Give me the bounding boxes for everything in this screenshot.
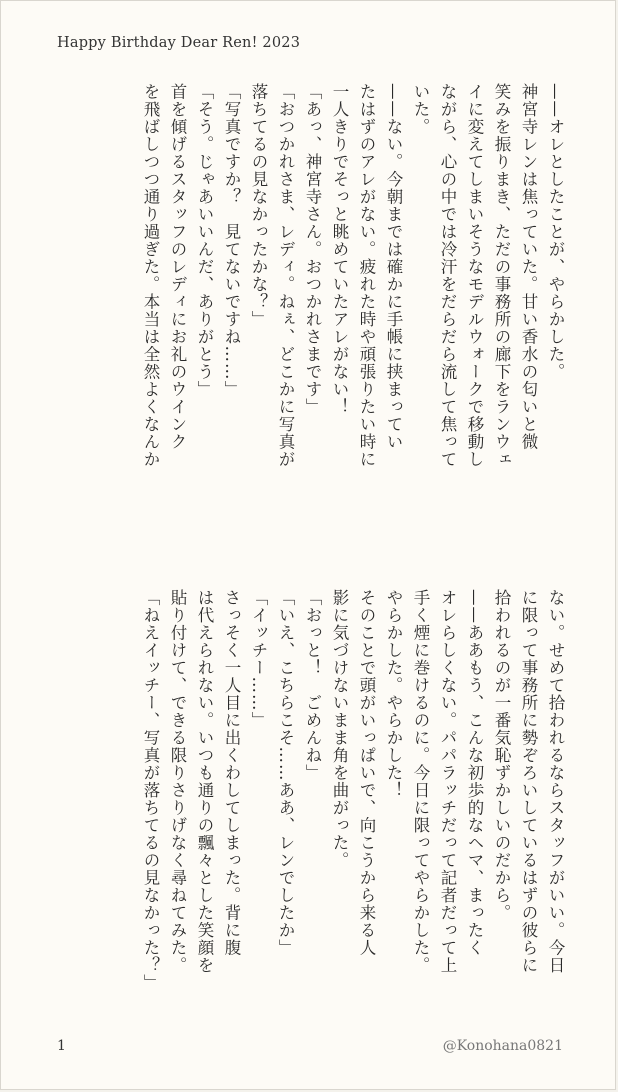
text-line: 拾われるのが一番気恥ずかしいのだから。 (492, 589, 511, 922)
text-line: 「おつかれさま、レディ。ねぇ、どこかに写真が (276, 83, 295, 468)
page-number: 1 (57, 1038, 66, 1054)
text-line: たはずのアレがない。疲れた時や頑張りたい時に (357, 83, 376, 468)
author-credit: @Konohana0821 (442, 1038, 563, 1054)
text-block-top (49, 83, 569, 531)
text-line: ながら、心の中では冷汗をだらだら流して焦って (438, 83, 457, 468)
text-line: 手く煙に巻けるのに。今日に限ってやらかした。 (411, 589, 430, 974)
text-line: オレらしくない。パパラッチだって記者だって上 (438, 589, 457, 974)
text-line: ——ああもう、こんな初歩的なヘマ、まったく (465, 589, 484, 957)
text-line: ——ない。今朝までは確かに手帳に挟まってい (384, 83, 403, 451)
text-line: さっそく一人目に出くわしてしまった。背に腹 (222, 589, 241, 957)
text-line: 「おっと！ ごめんね」 (303, 589, 322, 782)
text-line: 貼り付けて、できる限りさりげなく尋ねてみた。 (168, 589, 187, 974)
text-line: 笑みを振りまき、ただの事務所の廊下をランウェ (492, 83, 511, 468)
text-line: 「写真ですか？ 見てないですね……」 (222, 83, 241, 398)
text-line: 一人きりでそっと眺めていたアレがない！ (330, 83, 349, 416)
text-line: イに変えてしまいそうなモデルウォークで移動し (465, 83, 484, 468)
text-line: 「あっ、神宮寺さん。おつかれさまです」 (303, 83, 322, 416)
text-line: 「そう。じゃあいいんだ、ありがとう」 (195, 83, 214, 398)
text-line: 神宮寺レンは焦っていた。甘い香水の匂いと微 (519, 83, 538, 451)
text-line: やらかした。やらかした！ (384, 589, 403, 799)
text-line: いた。 (411, 83, 430, 136)
text-line: に限って事務所に勢ぞろいしているはずの彼らに (519, 589, 538, 974)
text-block-bottom (49, 589, 569, 1029)
text-line: は代えられない。いつも通りの飄々とした笑顔を (195, 589, 214, 974)
text-line: 影に気づけないまま角を曲がった。 (330, 589, 349, 869)
text-line: そのことで頭がいっぱいで、向こうから来る人 (357, 589, 376, 957)
text-line: 「いえ、こちらこそ……ああ、レンでしたか」 (276, 589, 295, 957)
text-line: 「イッチー……」 (249, 589, 268, 729)
text-line: 「ねえイッチー、写真が落ちてるの見なかった？」 (141, 589, 160, 992)
text-line: 首を傾げるスタッフのレディにお礼のウインク (168, 83, 187, 451)
text-line: を飛ばしつつ通り過ぎた。本当は全然よくなんか (141, 83, 160, 468)
text-line: 落ちてるの見なかったかな？」 (249, 83, 268, 328)
text-line: ——オレとしたことが、やらかした。 (546, 83, 565, 381)
page-header-title: Happy Birthday Dear Ren! 2023 (57, 35, 301, 51)
text-line: ない。せめて拾われるならスタッフがいい。今日 (546, 589, 565, 974)
